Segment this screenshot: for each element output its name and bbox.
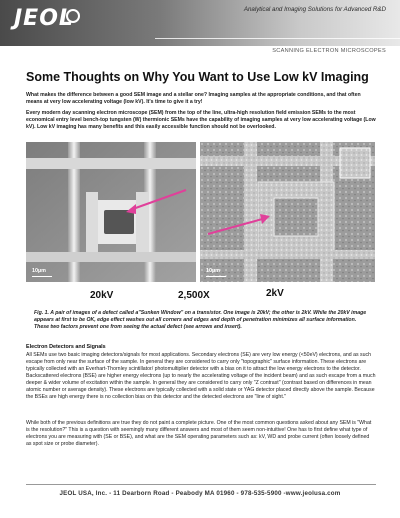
label-2kv: 2kV [266,288,284,299]
scalebar-right-label: 10µm [206,268,220,274]
footer-divider [26,484,376,485]
scalebar-right [206,276,226,278]
sem-image-20kv-drawing [26,142,196,282]
intro-paragraph: What makes the difference between a good SEM image and a stellar one? Imaging samples at the appropriate conditions, and that often means at very low accelerating voltage (low kV). It's time to give it a try! [26,92,361,105]
scalebar-left-label: 10µm [32,268,46,274]
header-banner [0,0,400,46]
section-heading: Electron Detectors and Signals [26,344,106,350]
sem-image-20kv [26,142,196,282]
second-paragraph: Every modern day scanning electron microscope (SEM) from the top of the line, ultra-high resolution field emission SEMs to the most economical entry level bench-top tungsten (W) thermionic SEMs have the capability of imaging samples at very low accelerating voltage (Low kV). Low kV imaging has many benefits and this easily accessible function should not be overlooked. [26,110,376,130]
header-tagline: Analytical and Imaging Solutions for Advanced R&D [243,6,386,13]
resolution-paragraph: While both of the previous definitions are true they do not paint a complete picture. One of the most common questions asked about any SEM is "What is the resolution?" This is a question with seemingly many different answers and most of them seem non-intuitive! One has to first define what type of electrons you are measuring with (SE or BSE), and what are the SEM operating parameters such as: kV, WD and probe current (often loosely defined as spot size or probe diameter). [26,420,372,447]
label-magnification: 2,500X [178,290,210,301]
logo-ring-icon [66,9,80,23]
scalebar-left [32,276,52,278]
header-divider [155,38,400,39]
header-subhead: SCANNING ELECTRON MICROSCOPES [272,48,386,54]
sem-image-2kv-drawing [200,142,375,282]
figure-caption: Fig. 1. A pair of images of a defect called a"Sunken Window" on a transistor. One image is 20kV; the other is 2kV. While the 20kV image appears at first to be OK, edge effect washes out all corners and edges and depth of penetration minimizes all surface information. These two factors prevent one from seeing the actual defect (see arrows and insert). [34,310,367,330]
figure-labels [26,288,376,304]
article-title: Some Thoughts on Why You Want to Use Low kV Imaging [26,70,369,84]
sem-image-2kv [200,142,375,282]
label-20kv: 20kV [90,290,114,301]
detectors-paragraph: All SEMs use two basic imaging detectors/signals for most applications. Secondary electrons (SE) are very low energy (<50eV) electrons, and as such escape from only near the surface of the sample. In general they are considered to carry only "topographic" surface information. These electrons are typically collected with an Everhart-Thornley scintillator/ photomultiplier detector with a bias on it to attract the low energy electrons to the detector. Backscattered electrons (BSE) are higher energy electrons (up to nearly the accelerating voltage of the incident beam) and as such escape from a much deeper & wider volume of excitation within the sample. In general they are considered to carry only "Z contrast" (contrast based on differences in mean atomic number or average density). These electrons are typically collected with a solid state or YAG detector placed directly above the sample. Because the BSEs are high energy there is no collection bias on this detector and the detected electrons are "line of sight." [26,352,376,400]
jeol-logo: JEOL [14,6,74,31]
footer-contact: JEOL USA, Inc. - 11 Dearborn Road - Peabody MA 01960 - 978-535-5900 -www.jeolusa.com [59,490,341,497]
